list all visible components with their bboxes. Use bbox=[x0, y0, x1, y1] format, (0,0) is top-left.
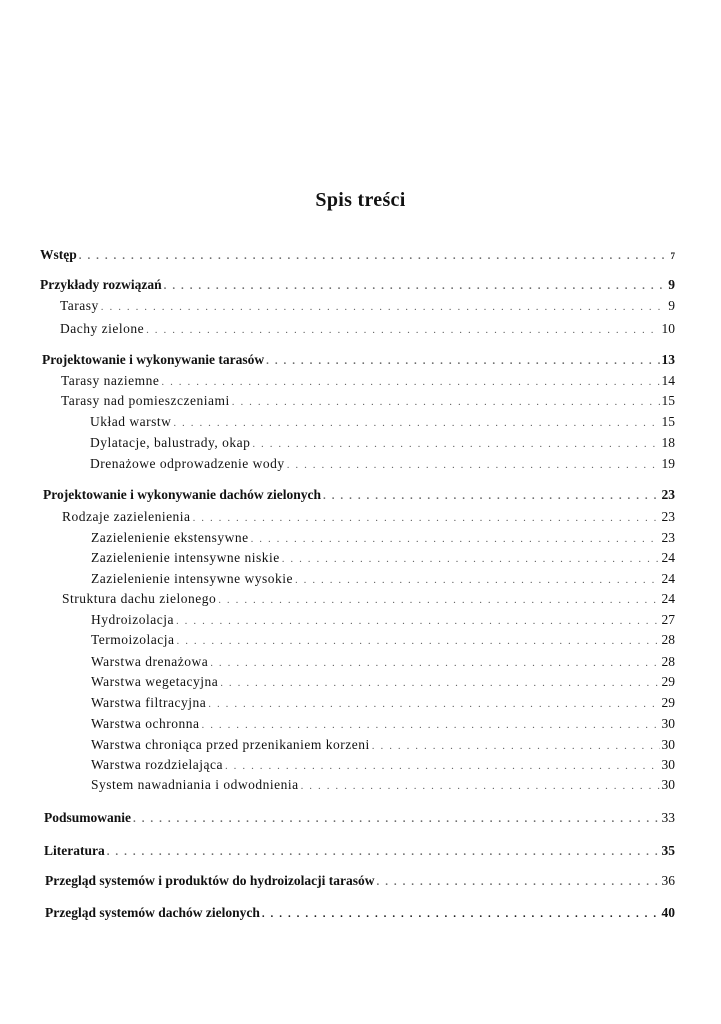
toc-entry-label: Warstwa filtracyjna bbox=[91, 695, 207, 710]
leader-dots bbox=[202, 716, 660, 734]
leader-dots bbox=[193, 509, 660, 527]
toc-entry-page: 35 bbox=[661, 843, 675, 858]
toc-entry-label: Hydroizolacja bbox=[91, 612, 174, 627]
toc-entry-label: Przykłady rozwiązań bbox=[40, 277, 162, 292]
toc-entry-zazielenienie-intensywne-wysokie[interactable] bbox=[91, 570, 675, 589]
leader-dots bbox=[220, 674, 659, 692]
toc-entry-page: 23 bbox=[661, 530, 675, 545]
toc-entry-page: 7 bbox=[670, 251, 675, 261]
leader-dots bbox=[218, 591, 659, 609]
toc-entry-page: 27 bbox=[661, 612, 675, 627]
leader-dots bbox=[107, 843, 660, 861]
toc-entry-warstwa-chroniaca[interactable] bbox=[91, 736, 675, 755]
leader-dots bbox=[252, 435, 659, 453]
toc-entry-label: Zazielenienie intensywne wysokie bbox=[91, 571, 293, 586]
toc-entry-warstwa-wegetacyjna[interactable] bbox=[91, 673, 675, 692]
toc-entry-label: Dachy zielone bbox=[60, 321, 145, 336]
toc-entry-label: System nawadniania i odwodnienia bbox=[91, 777, 299, 792]
leader-dots bbox=[133, 810, 659, 828]
toc-entry-przyklady[interactable] bbox=[40, 276, 675, 295]
toc-entry-label: Rodzaje zazielenienia bbox=[62, 509, 191, 524]
toc-entry-tarasy-naziemne[interactable] bbox=[61, 372, 675, 391]
leader-dots bbox=[301, 777, 660, 795]
leader-dots bbox=[323, 487, 659, 505]
leader-dots bbox=[251, 530, 660, 548]
toc-entry-label: Projektowanie i wykonywanie dachów zielonych bbox=[43, 487, 322, 502]
toc-entry-label: Zazielenienie ekstensywne bbox=[91, 530, 249, 545]
toc-entry-page: 23 bbox=[661, 509, 675, 524]
toc-entry-struktura-dachu[interactable] bbox=[62, 590, 675, 609]
leader-dots bbox=[232, 393, 660, 411]
toc-entry-page: 30 bbox=[661, 737, 675, 752]
leader-dots bbox=[282, 550, 660, 568]
toc-entry-system-nawadniania[interactable] bbox=[91, 776, 675, 795]
page-title: Spis treści bbox=[315, 189, 406, 211]
toc-entry-tarasy[interactable] bbox=[60, 297, 675, 316]
leader-dots bbox=[164, 277, 667, 295]
toc-entry-wstep[interactable] bbox=[40, 246, 675, 265]
toc-entry-page: 15 bbox=[661, 414, 675, 429]
toc-entry-page: 24 bbox=[661, 591, 675, 606]
toc-entry-projektowanie-tarasow[interactable] bbox=[42, 351, 675, 370]
leader-dots bbox=[295, 571, 660, 589]
toc-entry-page: 28 bbox=[661, 654, 675, 669]
leader-dots bbox=[176, 612, 660, 630]
toc-entry-label: Warstwa rozdzielająca bbox=[91, 757, 223, 772]
leader-dots bbox=[173, 414, 659, 432]
toc-entry-page: 19 bbox=[661, 456, 675, 471]
leader-dots bbox=[287, 456, 660, 474]
toc-entry-label: Tarasy naziemne bbox=[61, 373, 160, 388]
toc-entry-warstwa-filtracyjna[interactable] bbox=[91, 694, 675, 713]
toc-entry-label: Drenażowe odprowadzenie wody bbox=[90, 456, 285, 471]
toc-entry-label: Projektowanie i wykonywanie tarasów bbox=[42, 352, 265, 367]
toc-entry-page: 15 bbox=[661, 393, 675, 408]
toc-entry-label: Termoizolacja bbox=[91, 632, 175, 647]
toc-entry-label: Zazielenienie intensywne niskie bbox=[91, 550, 280, 565]
toc-entry-page: 9 bbox=[668, 277, 675, 292]
leader-dots bbox=[177, 632, 660, 650]
leader-dots bbox=[266, 352, 659, 370]
toc-entry-label: Przegląd systemów i produktów do hydroizolacji tarasów bbox=[45, 873, 375, 888]
toc-entry-page: 18 bbox=[661, 435, 675, 450]
toc-entry-page: 24 bbox=[661, 571, 675, 586]
toc-entry-label: Warstwa wegetacyjna bbox=[91, 674, 219, 689]
leader-dots bbox=[146, 321, 659, 339]
toc-entry-tarasy-nad-pomieszczeniami[interactable] bbox=[61, 392, 675, 411]
toc-entry-page: 29 bbox=[661, 695, 675, 710]
leader-dots bbox=[161, 373, 659, 391]
toc-entry-page: 13 bbox=[661, 352, 675, 367]
toc-entry-label: Warstwa drenażowa bbox=[91, 654, 209, 669]
leader-dots bbox=[377, 873, 660, 891]
toc-entry-label: Dylatacje, balustrady, okap bbox=[90, 435, 251, 450]
toc-entry-label: Przegląd systemów dachów zielonych bbox=[45, 905, 260, 920]
toc-entry-page: 36 bbox=[661, 873, 675, 888]
leader-dots bbox=[79, 247, 669, 265]
toc-entry-page: 10 bbox=[661, 321, 675, 336]
toc-entry-label: Struktura dachu zielonego bbox=[62, 591, 217, 606]
toc-entry-projektowanie-dachow[interactable] bbox=[43, 486, 675, 505]
toc-entry-literatura[interactable] bbox=[44, 842, 675, 861]
leader-dots bbox=[101, 298, 666, 316]
toc-entry-label: Układ warstw bbox=[90, 414, 172, 429]
toc-entry-przeglad-dachow[interactable] bbox=[45, 904, 675, 923]
toc-entry-label: Literatura bbox=[44, 843, 105, 858]
toc-entry-zazielenienie-intensywne-niskie[interactable] bbox=[91, 549, 675, 568]
toc-entry-warstwa-rozdzielajaca[interactable] bbox=[91, 756, 675, 775]
toc-entry-page: 28 bbox=[661, 632, 675, 647]
leader-dots bbox=[208, 695, 659, 713]
toc-entry-uklad-warstw[interactable] bbox=[90, 413, 675, 432]
toc-entry-warstwa-ochronna[interactable] bbox=[91, 715, 675, 734]
leader-dots bbox=[210, 654, 659, 672]
toc-entry-podsumowanie[interactable] bbox=[44, 809, 675, 828]
toc-entry-zazielenienie-ekstensywne[interactable] bbox=[91, 529, 675, 548]
toc-entry-dachy-zielone[interactable] bbox=[60, 320, 675, 339]
toc-entry-termoizolacja[interactable] bbox=[91, 631, 675, 650]
toc-entry-label: Tarasy nad pomieszczeniami bbox=[61, 393, 230, 408]
toc-entry-hydroizolacja[interactable] bbox=[91, 611, 675, 630]
leader-dots bbox=[262, 905, 660, 923]
toc-entry-page: 30 bbox=[661, 777, 675, 792]
toc-entry-page: 14 bbox=[661, 373, 675, 388]
toc-entry-page: 24 bbox=[661, 550, 675, 565]
toc-entry-label: Tarasy bbox=[60, 298, 99, 313]
toc-entry-page: 30 bbox=[661, 716, 675, 731]
leader-dots bbox=[225, 757, 660, 775]
toc-entry-page: 30 bbox=[661, 757, 675, 772]
toc-entry-page: 23 bbox=[661, 487, 675, 502]
toc-entry-przeglad-hydroizolacji[interactable] bbox=[45, 872, 675, 891]
toc-entry-page: 33 bbox=[661, 810, 675, 825]
toc-entry-warstwa-drenazowa[interactable] bbox=[91, 653, 675, 672]
toc-entry-dylatacje[interactable] bbox=[90, 434, 675, 453]
toc-entry-label: Podsumowanie bbox=[44, 810, 132, 825]
toc-entry-label: Warstwa ochronna bbox=[91, 716, 200, 731]
toc-entry-page: 40 bbox=[661, 905, 675, 920]
toc-entry-label: Warstwa chroniąca przed przenikaniem korzeni bbox=[91, 737, 370, 752]
toc-entry-page: 29 bbox=[661, 674, 675, 689]
toc-entry-page: 9 bbox=[668, 298, 675, 313]
toc-entry-rodzaje-zazielenienia[interactable] bbox=[62, 508, 675, 527]
leader-dots bbox=[372, 737, 660, 755]
toc-entry-label: Wstęp bbox=[40, 247, 77, 262]
toc-entry-drenazowe[interactable] bbox=[90, 455, 675, 474]
